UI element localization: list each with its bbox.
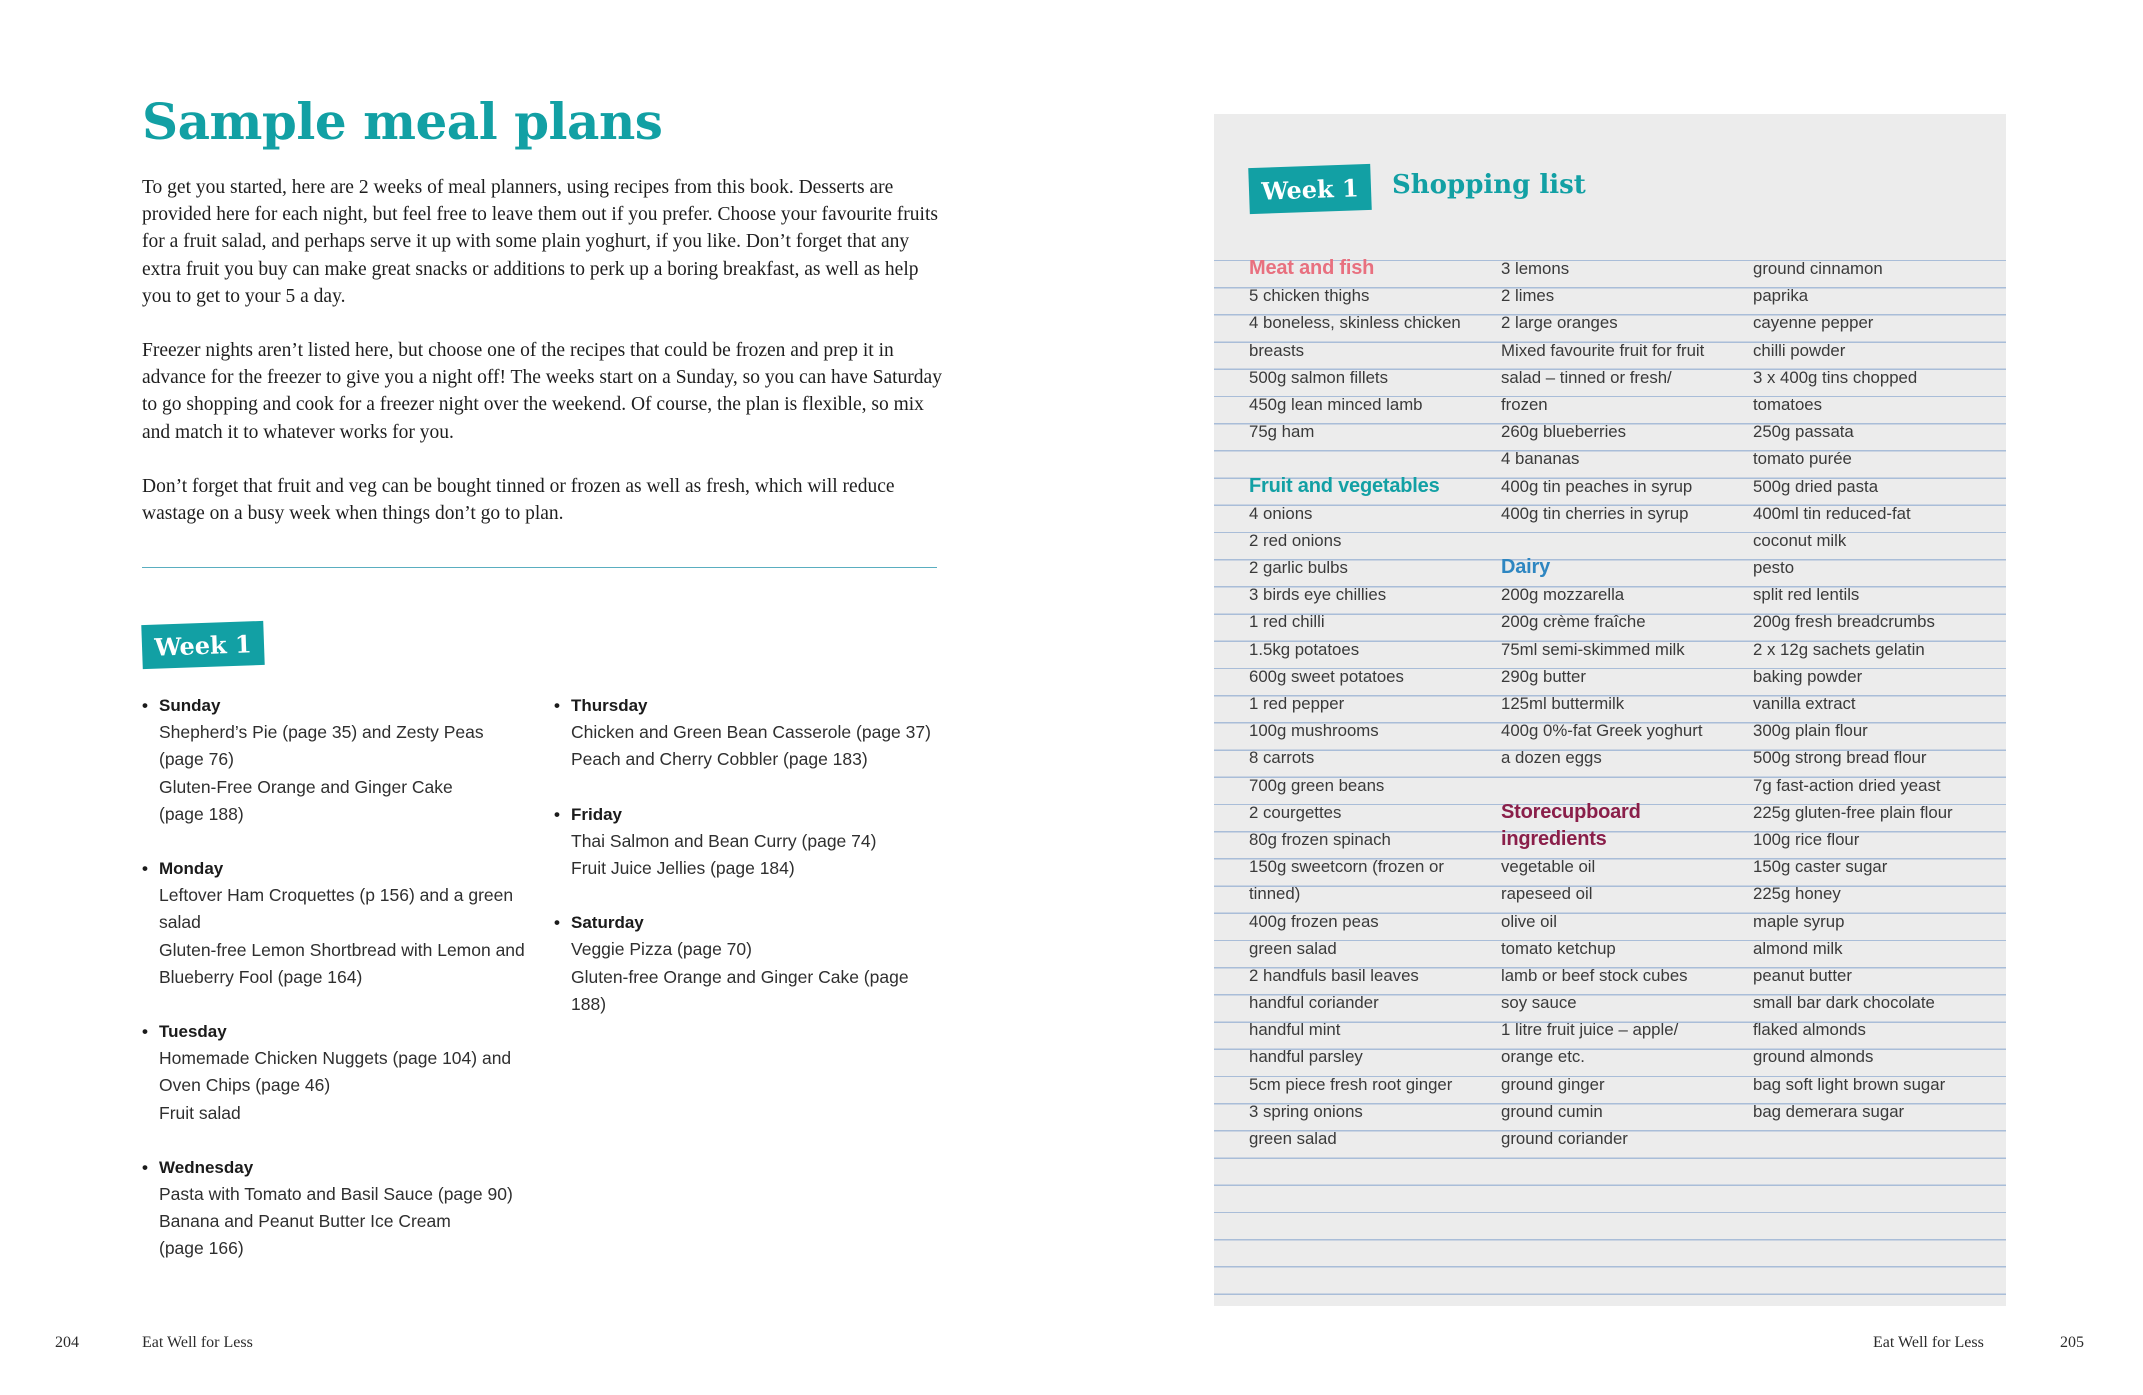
page-number: 204: [55, 1334, 79, 1351]
shopping-item: baking powder: [1753, 666, 1863, 686]
shopping-item: 400g frozen peas: [1249, 911, 1379, 931]
page-number: 205: [2060, 1334, 2084, 1351]
day-name: • Friday: [554, 801, 944, 828]
page-title: Sample meal plans: [142, 92, 663, 151]
shopping-item: vegetable oil: [1501, 857, 1596, 877]
shopping-item: 290g butter: [1501, 666, 1586, 686]
week-badge: Week 1: [141, 621, 264, 669]
shopping-item: chilli powder: [1753, 340, 1846, 360]
shopping-item: peanut butter: [1753, 965, 1852, 985]
day-name: • Monday: [142, 855, 532, 882]
meal-line: Fruit salad: [159, 1102, 241, 1123]
section-heading-storecupboard: ingredients: [1501, 827, 1607, 850]
shopping-item: a dozen eggs: [1501, 748, 1602, 768]
meal-line: Chicken and Green Bean Casserole (page 37): [571, 722, 931, 743]
meal-line: Fruit Juice Jellies (page 184): [571, 858, 795, 879]
shopping-item: 2 large oranges: [1501, 313, 1618, 333]
meal-line: Oven Chips (page 46): [159, 1075, 331, 1096]
shopping-item: lamb or beef stock cubes: [1501, 965, 1688, 985]
left-page: [0, 0, 1071, 1395]
shopping-item: flaked almonds: [1753, 1020, 1866, 1040]
meal-line: Homemade Chicken Nuggets (page 104) and: [159, 1048, 512, 1069]
shopping-item: bag demerara sugar: [1753, 1101, 1905, 1121]
meal-line: Banana and Peanut Butter Ice Cream: [159, 1211, 451, 1232]
shopping-item: 1 red pepper: [1249, 694, 1345, 713]
shopping-item: almond milk: [1753, 938, 1843, 958]
shopping-item: 400ml tin reduced-fat: [1753, 503, 1911, 523]
shopping-item: ground cumin: [1501, 1101, 1603, 1121]
shopping-item: handful coriander: [1249, 993, 1379, 1013]
shopping-item: 500g dried pasta: [1753, 476, 1879, 496]
meal-line: salad: [159, 912, 201, 933]
shopping-column-2: [1501, 255, 1751, 1152]
shopping-item: 2 handfuls basil leaves: [1249, 965, 1419, 985]
shopping-item: 150g caster sugar: [1753, 857, 1888, 877]
section-heading-dairy: Dairy: [1501, 556, 1551, 579]
meal-day: [142, 1018, 532, 1127]
shopping-item: 450g lean minced lamb: [1249, 394, 1423, 414]
meal-plan-column-left: [142, 692, 532, 1290]
shopping-item: handful mint: [1249, 1020, 1341, 1040]
intro-paragraph: Freezer nights aren’t listed here, but choose one of the recipes that could be frozen and prep it in advance for the freezer to give you a night off! The weeks start on a Sunday, so you can have Saturday to go shopping and cook for a freezer night over the weekend. Of course, the plan is flexible, so mix and match it to whatever works for you.: [142, 340, 942, 443]
shopping-item: 125ml buttermilk: [1501, 694, 1625, 713]
shopping-item: 7g fast-action dried yeast: [1753, 775, 1941, 795]
shopping-item: 400g tin cherries in syrup: [1501, 503, 1689, 523]
shopping-item: coconut milk: [1753, 530, 1847, 550]
shopping-item: 225g honey: [1753, 884, 1841, 904]
book-title: Eat Well for Less: [1873, 1334, 1984, 1351]
shopping-item: 200g crème fraîche: [1501, 612, 1646, 632]
meal-day: [142, 1154, 532, 1263]
shopping-item: green salad: [1249, 938, 1337, 958]
day-name: • Wednesday: [142, 1154, 532, 1181]
shopping-list-title: Shopping list: [1392, 170, 1586, 200]
shopping-item: 4 onions: [1249, 503, 1313, 523]
shopping-item: 150g sweetcorn (frozen or: [1249, 857, 1444, 877]
intro-text: [142, 174, 942, 554]
meal-line: Veggie Pizza (page 70): [571, 939, 752, 960]
shopping-item: tomato purée: [1753, 449, 1852, 469]
meal-line: (page 76): [159, 749, 234, 770]
meal-line: Shepherd’s Pie (page 35) and Zesty Peas: [159, 722, 484, 743]
shopping-item: ground almonds: [1753, 1047, 1874, 1067]
shopping-item: orange etc.: [1501, 1047, 1585, 1067]
meal-line: Gluten-free Lemon Shortbread with Lemon and: [159, 939, 525, 960]
shopping-item: 2 limes: [1501, 286, 1555, 306]
shopping-item: ground coriander: [1501, 1129, 1628, 1148]
shopping-item: split red lentils: [1753, 585, 1860, 605]
intro-paragraph: Don’t forget that fruit and veg can be bought tinned or frozen as well as fresh, which will reduce wastage on a busy week when things don’t go to plan.: [142, 475, 895, 525]
shopping-item: 100g mushrooms: [1249, 721, 1379, 741]
section-heading-storecupboard: Storecupboard: [1501, 800, 1641, 823]
shopping-item: 500g salmon fillets: [1249, 367, 1388, 387]
meal-day: [554, 801, 944, 883]
shopping-item: 4 bananas: [1501, 449, 1580, 469]
shopping-item: tomatoes: [1753, 394, 1823, 414]
shopping-item: vanilla extract: [1753, 694, 1856, 713]
shopping-item: 1 litre fruit juice – apple/: [1501, 1020, 1679, 1040]
meal-day: [142, 692, 532, 828]
shopping-item: frozen: [1501, 394, 1548, 414]
meal-line: Gluten-free Orange and Ginger Cake (page: [571, 966, 909, 987]
meal-plan-column-right: [554, 692, 944, 1045]
shopping-item: green salad: [1249, 1129, 1337, 1148]
shopping-item: paprika: [1753, 286, 1809, 306]
meal-day: [554, 909, 944, 1018]
shopping-column-1: [1249, 255, 1499, 1152]
shopping-item: 3 lemons: [1501, 259, 1570, 278]
meal-line: (page 166): [159, 1238, 244, 1259]
shopping-item: 1 red chilli: [1249, 612, 1325, 632]
day-name: • Thursday: [554, 692, 944, 719]
meal-line: Gluten-Free Orange and Ginger Cake: [159, 776, 453, 797]
shopping-item: 500g strong bread flour: [1753, 748, 1927, 768]
shopping-item: 200g mozzarella: [1501, 585, 1625, 605]
shopping-item: 100g rice flour: [1753, 829, 1860, 849]
shopping-list-panel: [1214, 114, 2006, 1306]
shopping-item: 8 carrots: [1249, 748, 1315, 768]
shopping-item: 75g ham: [1249, 422, 1315, 442]
shopping-item: tomato ketchup: [1501, 938, 1616, 958]
shopping-item: 250g passata: [1753, 422, 1854, 442]
shopping-item: maple syrup: [1753, 911, 1845, 931]
shopping-item: 5cm piece fresh root ginger: [1249, 1074, 1453, 1094]
meal-line: Peach and Cherry Cobbler (page 183): [571, 749, 868, 770]
shopping-item: 300g plain flour: [1753, 721, 1868, 741]
day-name: • Sunday: [142, 692, 532, 719]
shopping-item: bag soft light brown sugar: [1753, 1074, 1946, 1094]
shopping-item: 3 spring onions: [1249, 1101, 1363, 1121]
shopping-item: 2 garlic bulbs: [1249, 558, 1348, 578]
meal-line: Thai Salmon and Bean Curry (page 74): [571, 830, 877, 851]
meal-line: 188): [571, 993, 607, 1014]
shopping-item: 80g frozen spinach: [1249, 829, 1391, 849]
meal-day: [142, 855, 532, 991]
shopping-item: breasts: [1249, 340, 1305, 360]
day-name: • Saturday: [554, 909, 944, 936]
shopping-item: 3 x 400g tins chopped: [1753, 367, 1918, 387]
shopping-item: small bar dark chocolate: [1753, 993, 1935, 1013]
shopping-item: soy sauce: [1501, 993, 1577, 1013]
meal-line: Blueberry Fool (page 164): [159, 966, 363, 987]
shopping-item: 225g gluten-free plain flour: [1753, 802, 1953, 822]
shopping-item: 1.5kg potatoes: [1249, 639, 1360, 659]
shopping-item: handful parsley: [1249, 1047, 1363, 1067]
shopping-item: 2 x 12g sachets gelatin: [1753, 639, 1925, 659]
shopping-item: 400g 0%-fat Greek yoghurt: [1501, 721, 1703, 741]
section-heading-meat: Meat and fish: [1249, 257, 1375, 279]
shopping-item: rapeseed oil: [1501, 884, 1593, 904]
meal-line: (page 188): [159, 803, 244, 824]
shopping-item: 75ml semi-skimmed milk: [1501, 639, 1685, 659]
shopping-item: salad – tinned or fresh/: [1501, 367, 1672, 387]
meal-line: Pasta with Tomato and Basil Sauce (page 90): [159, 1184, 513, 1205]
shopping-item: cayenne pepper: [1753, 313, 1874, 333]
day-name: • Tuesday: [142, 1018, 532, 1045]
shopping-item: 700g green beans: [1249, 775, 1385, 795]
shopping-item: 200g fresh breadcrumbs: [1753, 612, 1935, 632]
shopping-item: 4 boneless, skinless chicken: [1249, 313, 1461, 333]
shopping-item: 2 courgettes: [1249, 802, 1342, 822]
shopping-item: pesto: [1753, 558, 1795, 578]
section-heading-fruit: Fruit and vegetables: [1249, 474, 1440, 497]
divider: [142, 567, 937, 568]
shopping-item: 260g blueberries: [1501, 422, 1627, 442]
shopping-item: 5 chicken thighs: [1249, 286, 1370, 306]
shopping-column-3: [1753, 255, 2003, 1125]
shopping-item: 600g sweet potatoes: [1249, 666, 1404, 686]
shopping-item: 2 red onions: [1249, 530, 1342, 550]
week-badge: Week 1: [1248, 164, 1372, 214]
shopping-item: ground cinnamon: [1753, 259, 1883, 278]
intro-paragraph: To get you started, here are 2 weeks of meal planners, using recipes from this book. Desserts are provided here for each night, but feel free to leave them out if you prefer. Choose your favourite fruits for a fruit salad, and perhaps serve it up with some plain yoghurt, if you like. Don’t forget that any extra fruit you buy can make great snacks or additions to perk up a boring breakfast, as well as help you to get to your 5 a day.: [142, 177, 938, 307]
shopping-item: 400g tin peaches in syrup: [1501, 476, 1693, 496]
book-title: Eat Well for Less: [142, 1334, 253, 1351]
shopping-item: olive oil: [1501, 911, 1557, 931]
shopping-item: ground ginger: [1501, 1074, 1605, 1094]
shopping-item: Mixed favourite fruit for fruit: [1501, 340, 1705, 360]
shopping-item: tinned): [1249, 884, 1301, 904]
meal-day: [554, 692, 944, 774]
meal-line: Leftover Ham Croquettes (p 156) and a green: [159, 885, 514, 906]
shopping-item: 3 birds eye chillies: [1249, 585, 1387, 605]
